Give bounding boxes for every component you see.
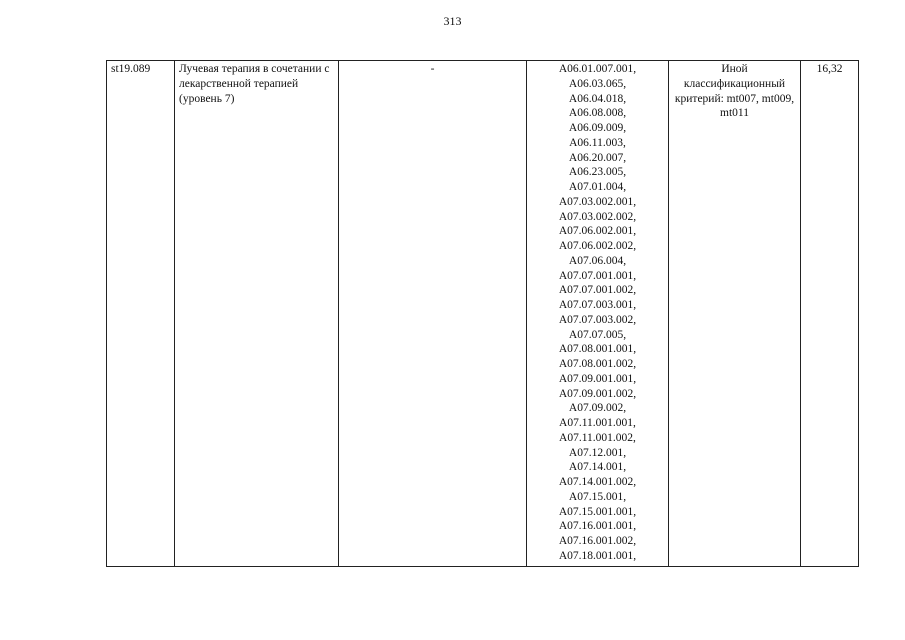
service-code: A07.06.002.002, [558,240,637,252]
service-code: A07.14.001.002, [558,476,637,488]
service-code: A07.11.001.001, [559,417,636,429]
service-code: A06.08.008, [568,107,627,120]
service-code: A06.09.009, [568,122,627,134]
group-name-cell: Лучевая терапия в сочетании с лекарственной терапией (уровень 7) [175,61,339,567]
service-code: A07.08.001.002, [558,358,637,370]
service-code: A07.16.001.001, [558,520,637,533]
service-code: A07.09.001.001, [558,372,637,385]
service-code: A07.07.003.002, [558,313,637,326]
group-code-cell: st19.089 [107,61,175,567]
tariff-table [106,60,859,567]
service-code: A07.12.001, [568,446,627,459]
service-code: A07.16.001.002, [558,535,637,547]
services-cell [527,61,669,567]
service-code: A06.04.018, [568,92,627,105]
service-code: A07.15.001.001, [558,505,637,518]
service-code: A07.07.001.001, [558,269,637,282]
service-code: A07.08.001.001, [558,343,637,356]
service-code: A07.03.002.002, [558,210,637,223]
service-code: A07.09.001.002, [558,387,637,400]
service-code: A06.23.005, [568,166,627,179]
services-list [531,62,664,564]
service-code: A06.01.007.001, [558,63,637,75]
service-code: A07.07.001.002, [558,284,637,297]
service-code: A07.01.004, [568,181,627,193]
service-code: A07.06.004, [568,254,627,267]
coefficient-cell: 16,32 [801,61,859,567]
page-number: 313 [443,14,462,28]
service-code: A07.07.003.001, [558,299,637,311]
service-code: A07.15.001, [568,490,627,503]
service-code: A06.20.007, [568,151,627,164]
diagnosis-cell: - [339,61,527,567]
service-code: A07.18.001.001, [558,549,637,562]
service-code: A07.07.005, [568,328,627,341]
service-code: A07.11.001.002, [559,431,636,444]
criteria-cell: Иной классификационный критерий: mt007, mt009, mt011 [669,61,801,567]
service-code: A07.09.002, [568,402,627,415]
service-code: A06.03.065, [568,77,627,90]
service-code: A07.14.001, [568,461,627,474]
table-row [107,61,859,567]
service-code: A07.06.002.001, [558,225,637,238]
service-code: A06.11.003, [569,136,626,149]
service-code: A07.03.002.001, [558,195,637,208]
